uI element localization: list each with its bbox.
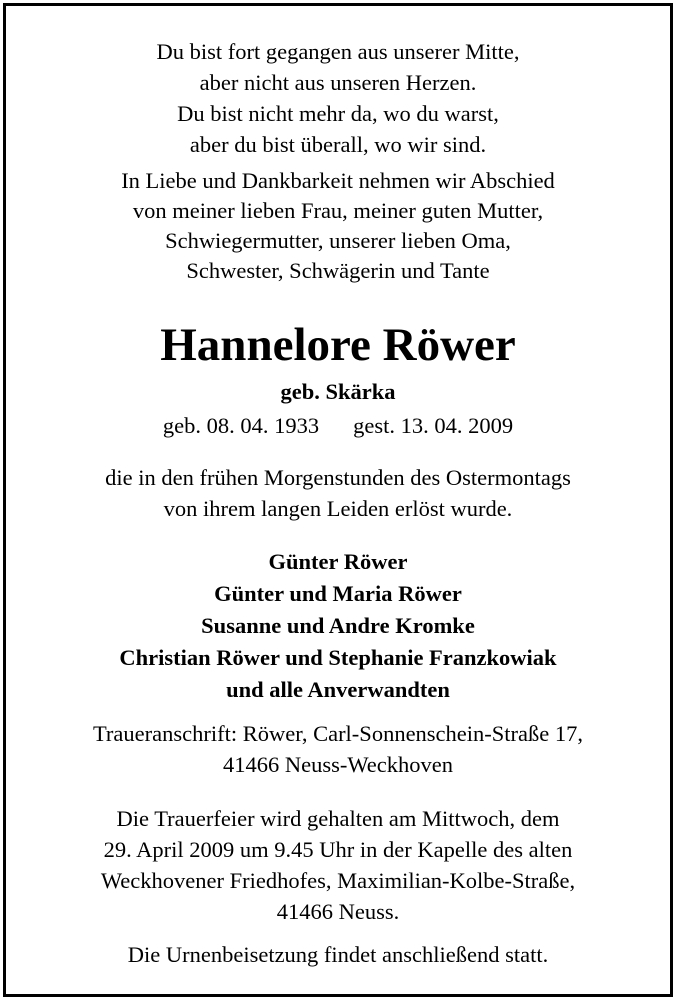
intro-line: Schwiegermutter, unserer lieben Oma, <box>165 228 511 253</box>
service-line: 29. April 2009 um 9.45 Uhr in der Kapelle des alten <box>103 837 573 862</box>
mourner-entry: Susanne und Andre Kromke <box>201 613 475 638</box>
farewell-intro <box>6 166 670 286</box>
verse-line: Du bist fort gegangen aus unserer Mitte, <box>156 39 520 64</box>
mourner-entry: und alle Anverwandten <box>226 677 450 702</box>
mourner-entry: Günter und Maria Röwer <box>214 581 462 606</box>
service-line: Die Trauerfeier wird gehalten am Mittwoch, dem <box>116 806 560 831</box>
birth-date: geb. 08. 04. 1933 <box>162 413 320 438</box>
service-line: Weckhovener Friedhofes, Maximilian-Kolbe-Straße, <box>100 868 576 893</box>
passing-line: die in den frühen Morgenstunden des Ostermontags <box>105 465 571 490</box>
passing-line: von ihrem langen Leiden erlöst wurde. <box>163 496 513 521</box>
verse-line: Du bist nicht mehr da, wo du warst, <box>177 101 499 126</box>
mourner-entry: Christian Röwer und Stephanie Franzkowiak <box>119 645 557 670</box>
death-date: gest. 13. 04. 2009 <box>353 413 514 438</box>
address-line: 41466 Neuss-Weckhoven <box>222 752 453 777</box>
mourner-entry: Günter Röwer <box>268 549 408 574</box>
maiden-name: geb. Skärka <box>280 379 396 404</box>
mourners-list <box>6 546 670 706</box>
funeral-service-info <box>6 803 670 927</box>
address-line: Traueranschrift: Röwer, Carl-Sonnenschein-Straße 17, <box>92 721 584 746</box>
intro-line: In Liebe und Dankbarkeit nehmen wir Abschied <box>121 168 555 193</box>
life-dates <box>6 410 670 441</box>
service-line: 41466 Neuss. <box>276 899 400 924</box>
intro-line: von meiner lieben Frau, meiner guten Mutter, <box>132 198 544 223</box>
deceased-name: Hannelore Röwer <box>160 319 516 371</box>
intro-line: Schwester, Schwägerin und Tante <box>186 258 490 283</box>
verse-line: aber du bist überall, wo wir sind. <box>189 132 487 157</box>
memorial-verse <box>6 36 670 160</box>
verse-line: aber nicht aus unseren Herzen. <box>199 70 477 95</box>
obituary-notice <box>3 3 673 997</box>
mourning-address <box>6 718 670 780</box>
passing-text <box>6 462 670 524</box>
urn-burial-note: Die Urnenbeisetzung findet anschließend statt. <box>127 942 549 967</box>
